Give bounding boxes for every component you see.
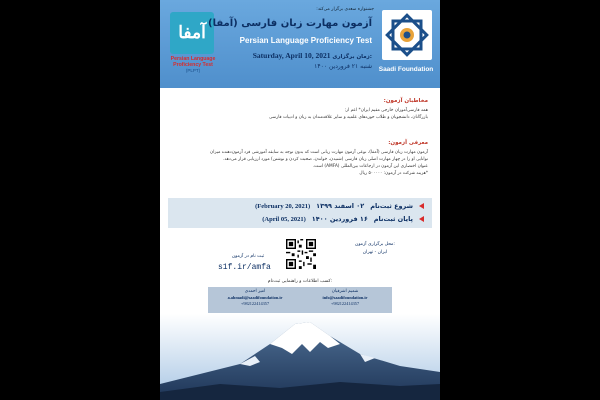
- contact-right-email[interactable]: info@saadifoundation.ir: [322, 295, 368, 301]
- contact-panel: [208, 287, 392, 313]
- registration-end-label: پایان ثبت‌نام: [373, 215, 413, 223]
- amfa-caption-line3: (PLPT): [185, 68, 201, 73]
- registration-end-row: [262, 215, 424, 223]
- saadi-foundation-logo-icon: [382, 10, 432, 60]
- location-label: محل برگزاری آزمون:: [355, 242, 395, 247]
- arrow-left-icon: [419, 203, 424, 209]
- amfa-caption-line1: Persian Language: [170, 56, 216, 62]
- contact-left-name: امیر احمدی: [244, 289, 266, 294]
- amfa-caption-line2: Proficiency Test: [173, 62, 213, 68]
- intro-line3: عنوان اختصاری این آزمون در ارجاعات بین‌المللی (AMFA) است.: [312, 164, 428, 169]
- saadi-caption: Saadi Foundation: [378, 66, 434, 73]
- signup-url[interactable]: s1f.ir/amfa: [218, 263, 271, 272]
- amfa-logo-mark: آمفا: [178, 23, 206, 43]
- intro-line2: توانایی او را در چهار مهارت اصلی زبان فارسی (شنیدن، خواندن، صحبت کردن و نوشتن) مورد ارزیابی قرار می‌دهد.: [223, 157, 428, 162]
- poster-header: [160, 0, 440, 88]
- amfa-caption: [162, 56, 224, 74]
- header-date-prefix: زمان برگزاری:: [332, 54, 372, 60]
- audience-title: مخاطبان آزمون:: [383, 98, 428, 104]
- header-date-en-value: Saturday, April 10, 2021: [252, 51, 331, 60]
- registration-start-date-en: (February 20, 2021): [255, 202, 311, 210]
- poster: [160, 0, 440, 400]
- registration-start-label: شروع ثبت‌نام: [370, 202, 413, 210]
- contact-right-phone: +982122414357: [330, 301, 360, 307]
- header-title-en: Persian Language Proficiency Test: [239, 36, 372, 45]
- registration-end-date-en: (April 05, 2021): [262, 215, 306, 223]
- header-date-fa: شنبه ۲۱ فروردین ۱۴۰۰: [314, 63, 372, 70]
- intro-title: معرفی آزمون:: [388, 140, 428, 146]
- damavand-mountain-image: [160, 314, 440, 400]
- registration-end-date-fa: ۱۶ فروردین ۱۴۰۰: [311, 215, 368, 223]
- qr-code-icon[interactable]: [286, 239, 316, 269]
- intro-line1: آزمون مهارت زبان فارسی (آمفا)، نوعی آزمون مهارت زبانی است که بدون توجه به سابقه آموزشی فرد آزمون‌دهنده میزان: [210, 150, 428, 155]
- contact-right: [300, 289, 390, 308]
- header-invite: جشنواره سعدی برگزار می‌کند:: [316, 7, 374, 12]
- audience-line1: همه فارسی‌آموزان خارجی مقیم ایران* اعم از:: [344, 108, 428, 113]
- registration-start-date-fa: ۰۲ اسفند ۱۳۹۹: [316, 202, 365, 210]
- arrow-left-icon: [419, 216, 424, 222]
- contact-left-phone: +982122414357: [240, 301, 270, 307]
- contact-right-name: شمیم اشرفیان: [331, 289, 359, 294]
- contact-title: کسب اطلاعات و راهنمایی ثبت‌نام:: [267, 279, 333, 284]
- contact-left-email[interactable]: a.ahmadi@saadifoundation.ir: [227, 295, 283, 301]
- location-value: ایران - تهران: [362, 250, 388, 255]
- registration-start-row: [255, 202, 424, 210]
- signup-label: ثبت نام در آزمون: [231, 254, 265, 259]
- header-date-en: [253, 51, 372, 60]
- header-title-fa: آزمون مهارت زبان فارسی (آمفا): [208, 18, 372, 29]
- contact-left: [210, 289, 300, 308]
- intro-line4: *هزینه شرکت در آزمون: ۵۰۰۰۰۰ ریال: [359, 171, 428, 176]
- audience-line2: بازرگانان، دانشجویان و طلاب حوزه‌های علمیه و سایر علاقه‌مندان به زبان و ادبیات فارسی: [268, 115, 428, 120]
- registration-panel: [168, 198, 432, 228]
